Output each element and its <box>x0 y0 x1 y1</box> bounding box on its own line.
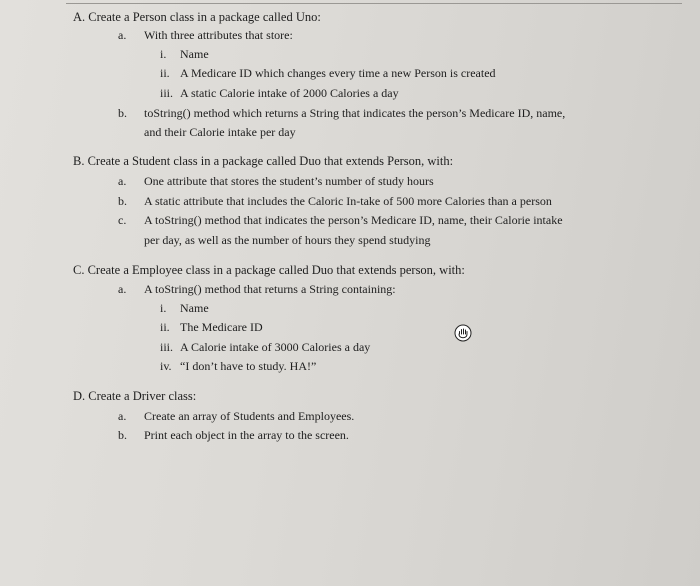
marker: a. <box>118 28 127 42</box>
section-a-item-b-continuation: and their Calorie intake per day <box>144 125 296 139</box>
section-b-item-c-continuation: per day, as well as the number of hours they spend studying <box>144 233 431 247</box>
section-b-item-c <box>118 213 563 228</box>
section-b-item-a <box>118 174 434 189</box>
item-text: A Calorie intake of 3000 Calories a day <box>180 340 371 354</box>
marker: b. <box>118 194 127 208</box>
top-rule <box>66 3 682 4</box>
section-c-item-iv <box>160 359 316 374</box>
marker: ii. <box>160 66 170 80</box>
section-c-heading: C. Create a Employee class in a package called Duo that extends person, with: <box>73 263 465 277</box>
marker: iv. <box>160 359 172 373</box>
hand-pointer-icon <box>454 324 472 342</box>
section-a-item-b <box>118 106 565 121</box>
marker: iii. <box>160 86 174 100</box>
section-a-heading: A. Create a Person class in a package called Uno: <box>73 10 321 24</box>
marker: a. <box>118 282 127 296</box>
item-text: A toString() method that indicates the person’s Medicare ID, name, their Calorie intake <box>144 213 563 227</box>
section-d-item-b <box>118 428 349 443</box>
marker: b. <box>118 106 127 120</box>
item-text: A Medicare ID which changes every time a new Person is created <box>180 66 496 80</box>
section-a-item-iii <box>160 86 399 101</box>
marker: c. <box>118 213 127 227</box>
section-c-item-i <box>160 301 209 316</box>
section-d-item-a <box>118 409 354 424</box>
marker: b. <box>118 428 127 442</box>
item-text: One attribute that stores the student’s number of study hours <box>144 174 434 188</box>
item-text: A static attribute that includes the Caloric In-take of 500 more Calories than a person <box>144 194 552 208</box>
marker: ii. <box>160 320 170 334</box>
section-a-item-a <box>118 28 293 43</box>
section-b-heading: B. Create a Student class in a package called Duo that extends Person, with: <box>73 154 454 168</box>
marker: iii. <box>160 340 174 354</box>
section-c-item-a <box>118 282 396 297</box>
item-text: toString() method which returns a String that indicates the person’s Medicare ID, name, <box>144 106 566 120</box>
item-text: A static Calorie intake of 2000 Calories a day <box>180 86 399 100</box>
item-text: Print each object in the array to the screen. <box>144 428 349 442</box>
section-a-item-ii <box>160 66 496 81</box>
marker: i. <box>160 47 167 61</box>
section-b-item-b <box>118 194 552 209</box>
marker: i. <box>160 301 167 315</box>
item-text: The Medicare ID <box>180 320 263 334</box>
item-text: A toString() method that returns a String containing: <box>144 282 396 296</box>
section-c-item-ii <box>160 320 263 335</box>
item-text: “I don’t have to study. HA!” <box>180 359 317 373</box>
marker: a. <box>118 174 127 188</box>
section-a-item-i <box>160 47 209 62</box>
section-d-heading: D. Create a Driver class: <box>73 389 197 403</box>
marker: a. <box>118 409 127 423</box>
item-text: With three attributes that store: <box>144 28 293 42</box>
section-c-item-iii <box>160 340 370 355</box>
item-text: Name <box>180 301 209 315</box>
item-text: Name <box>180 47 209 61</box>
item-text: Create an array of Students and Employees. <box>144 409 355 423</box>
